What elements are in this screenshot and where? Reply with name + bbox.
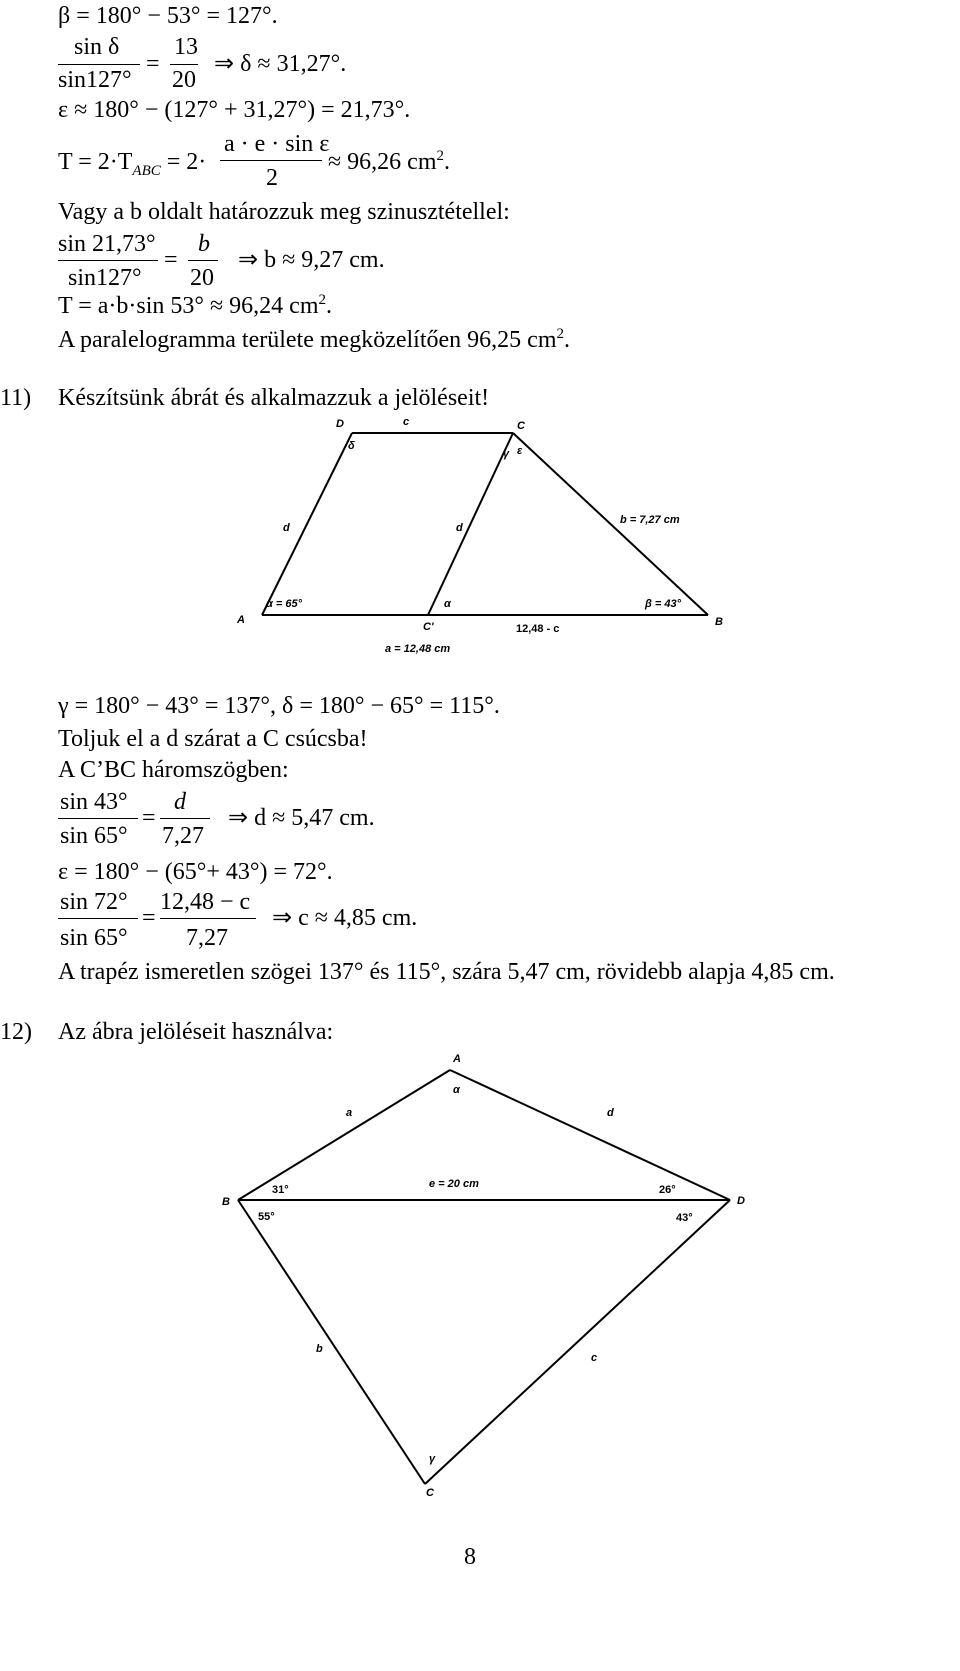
fraction-numerator: sin 43° bbox=[60, 789, 128, 815]
fraction-denominator: sin 65° bbox=[60, 823, 128, 849]
label-43deg: 43° bbox=[676, 1212, 693, 1224]
area2-text: T = a·b·sin 53° ≈ 96,24 cm bbox=[58, 293, 319, 319]
area-result bbox=[328, 148, 450, 176]
label-d-mid: d bbox=[456, 522, 463, 534]
fraction-numerator: 12,48 − c bbox=[160, 889, 251, 915]
label-C: C bbox=[517, 420, 525, 432]
equation-epsilon: ε ≈ 180° − (127° + 31,27°) = 21,73°. bbox=[58, 97, 411, 123]
label-D: D bbox=[336, 418, 344, 430]
task-text: Készítsünk ábrát és alkalmazzuk a jelöléseit! bbox=[58, 385, 490, 411]
equation-result: ⇒ d ≈ 5,47 cm. bbox=[228, 805, 375, 831]
equation-result: ⇒ c ≈ 4,85 cm. bbox=[272, 905, 418, 931]
label-B: B bbox=[715, 616, 723, 628]
equation-epsilon: ε = 180° − (65°+ 43°) = 72°. bbox=[58, 859, 333, 885]
equals-sign: = bbox=[146, 51, 160, 77]
label-55deg: 55° bbox=[258, 1211, 275, 1223]
area-subscript: ABC bbox=[132, 162, 161, 179]
equation-beta: β = 180° − 53° = 127°. bbox=[58, 3, 278, 29]
fraction-bar bbox=[58, 918, 138, 919]
label-c: c bbox=[591, 1352, 598, 1364]
conclusion-sup: 2 bbox=[556, 326, 564, 342]
label-C-prime: C' bbox=[423, 621, 434, 633]
task-number: 11) bbox=[0, 385, 32, 411]
equals-sign: = bbox=[142, 905, 156, 931]
label-segment: 12,48 - c bbox=[516, 623, 560, 635]
equation-result: ⇒ δ ≈ 31,27°. bbox=[214, 51, 347, 77]
equals-sign: = bbox=[142, 805, 156, 831]
label-b: b = 7,27 cm bbox=[620, 514, 680, 526]
fraction-bar bbox=[170, 64, 198, 65]
label-A: A bbox=[453, 1053, 461, 1065]
fraction-numerator: b bbox=[198, 231, 210, 257]
area-result-end: . bbox=[444, 149, 450, 175]
task-text: Az ábra jelöléseit használva: bbox=[58, 1019, 334, 1045]
conclusion-text: A paralelogramma területe megközelítően 96,25 cm bbox=[58, 327, 557, 353]
area-formula bbox=[58, 148, 207, 179]
label-e: e = 20 cm bbox=[429, 1178, 479, 1190]
equation-gamma-delta: γ = 180° − 43° = 137°, δ = 180° − 65° = 115°. bbox=[58, 693, 500, 719]
label-D: D bbox=[737, 1195, 745, 1207]
area-result-sup: 2 bbox=[436, 148, 444, 164]
conclusion-end: . bbox=[563, 327, 570, 353]
label-delta: δ bbox=[348, 440, 355, 452]
fraction-bar bbox=[58, 818, 138, 819]
paragraph-conclusion bbox=[58, 326, 570, 354]
fraction-numerator: 13 bbox=[174, 34, 198, 60]
label-epsilon: ε bbox=[517, 445, 523, 457]
label-d: d bbox=[607, 1107, 614, 1119]
label-A: A bbox=[237, 614, 245, 626]
fraction-bar bbox=[58, 64, 140, 65]
trapezoid-figure bbox=[0, 405, 960, 665]
fraction-bar bbox=[58, 260, 158, 261]
equation-result: ⇒ b ≈ 9,27 cm. bbox=[238, 247, 385, 273]
label-alpha: α bbox=[444, 598, 451, 610]
paragraph-line: Toljuk el a d szárat a C csúcsba! bbox=[58, 726, 368, 752]
label-gamma: γ bbox=[429, 1453, 436, 1465]
label-beta-43: β = 43° bbox=[645, 598, 681, 610]
fraction-bar bbox=[160, 818, 210, 819]
label-B: B bbox=[222, 1196, 230, 1208]
quadrilateral-lines bbox=[238, 1070, 730, 1484]
fraction-denominator: 20 bbox=[190, 265, 214, 291]
label-a: a bbox=[346, 1107, 353, 1119]
label-c: c bbox=[403, 416, 410, 428]
fraction-numerator: sin δ bbox=[74, 34, 120, 60]
label-31deg: 31° bbox=[272, 1184, 289, 1196]
equals-sign: = bbox=[164, 247, 178, 273]
fraction-bar bbox=[188, 260, 218, 261]
page-number: 8 bbox=[464, 1544, 476, 1570]
area2-end: . bbox=[326, 293, 332, 319]
paragraph-line: A C’BC háromszögben: bbox=[58, 757, 289, 783]
area2-sup: 2 bbox=[318, 292, 326, 308]
fraction-bar bbox=[220, 160, 322, 161]
label-26deg: 26° bbox=[659, 1184, 676, 1196]
fraction-denominator: 7,27 bbox=[186, 925, 228, 951]
fraction-bar bbox=[160, 918, 256, 919]
equation-area2 bbox=[58, 292, 332, 320]
paragraph-conclusion: A trapéz ismeretlen szögei 137° és 115°, szára 5,47 cm, rövidebb alapja 4,85 cm. bbox=[58, 959, 835, 985]
fraction-denominator: 7,27 bbox=[162, 823, 204, 849]
area-result-text: ≈ 96,26 cm bbox=[328, 149, 437, 175]
task-number: 12) bbox=[0, 1019, 32, 1045]
fraction-denominator: 20 bbox=[172, 67, 196, 93]
label-d-left: d bbox=[283, 522, 290, 534]
label-a: a = 12,48 cm bbox=[385, 643, 451, 655]
area-mid: = 2· bbox=[160, 149, 207, 175]
area-left: T = 2·T bbox=[58, 149, 133, 175]
fraction-numerator: d bbox=[174, 789, 186, 815]
fraction-numerator: sin 21,73° bbox=[58, 231, 156, 257]
fraction-numerator: a · e · sin ε bbox=[224, 131, 330, 157]
label-alpha: α bbox=[453, 1084, 460, 1096]
label-b: b bbox=[316, 1343, 323, 1355]
label-C: C bbox=[426, 1487, 434, 1499]
quadrilateral-figure bbox=[0, 1045, 960, 1515]
fraction-denominator: sin127° bbox=[68, 265, 142, 291]
paragraph-line: Vagy a b oldalt határozzuk meg szinusztétellel: bbox=[58, 199, 510, 225]
fraction-denominator: sin 65° bbox=[60, 925, 128, 951]
label-gamma: γ bbox=[503, 448, 510, 460]
fraction-denominator: sin127° bbox=[58, 67, 132, 93]
fraction-denominator: 2 bbox=[266, 165, 278, 191]
label-alpha-65: α = 65° bbox=[266, 598, 302, 610]
fraction-numerator: sin 72° bbox=[60, 889, 128, 915]
